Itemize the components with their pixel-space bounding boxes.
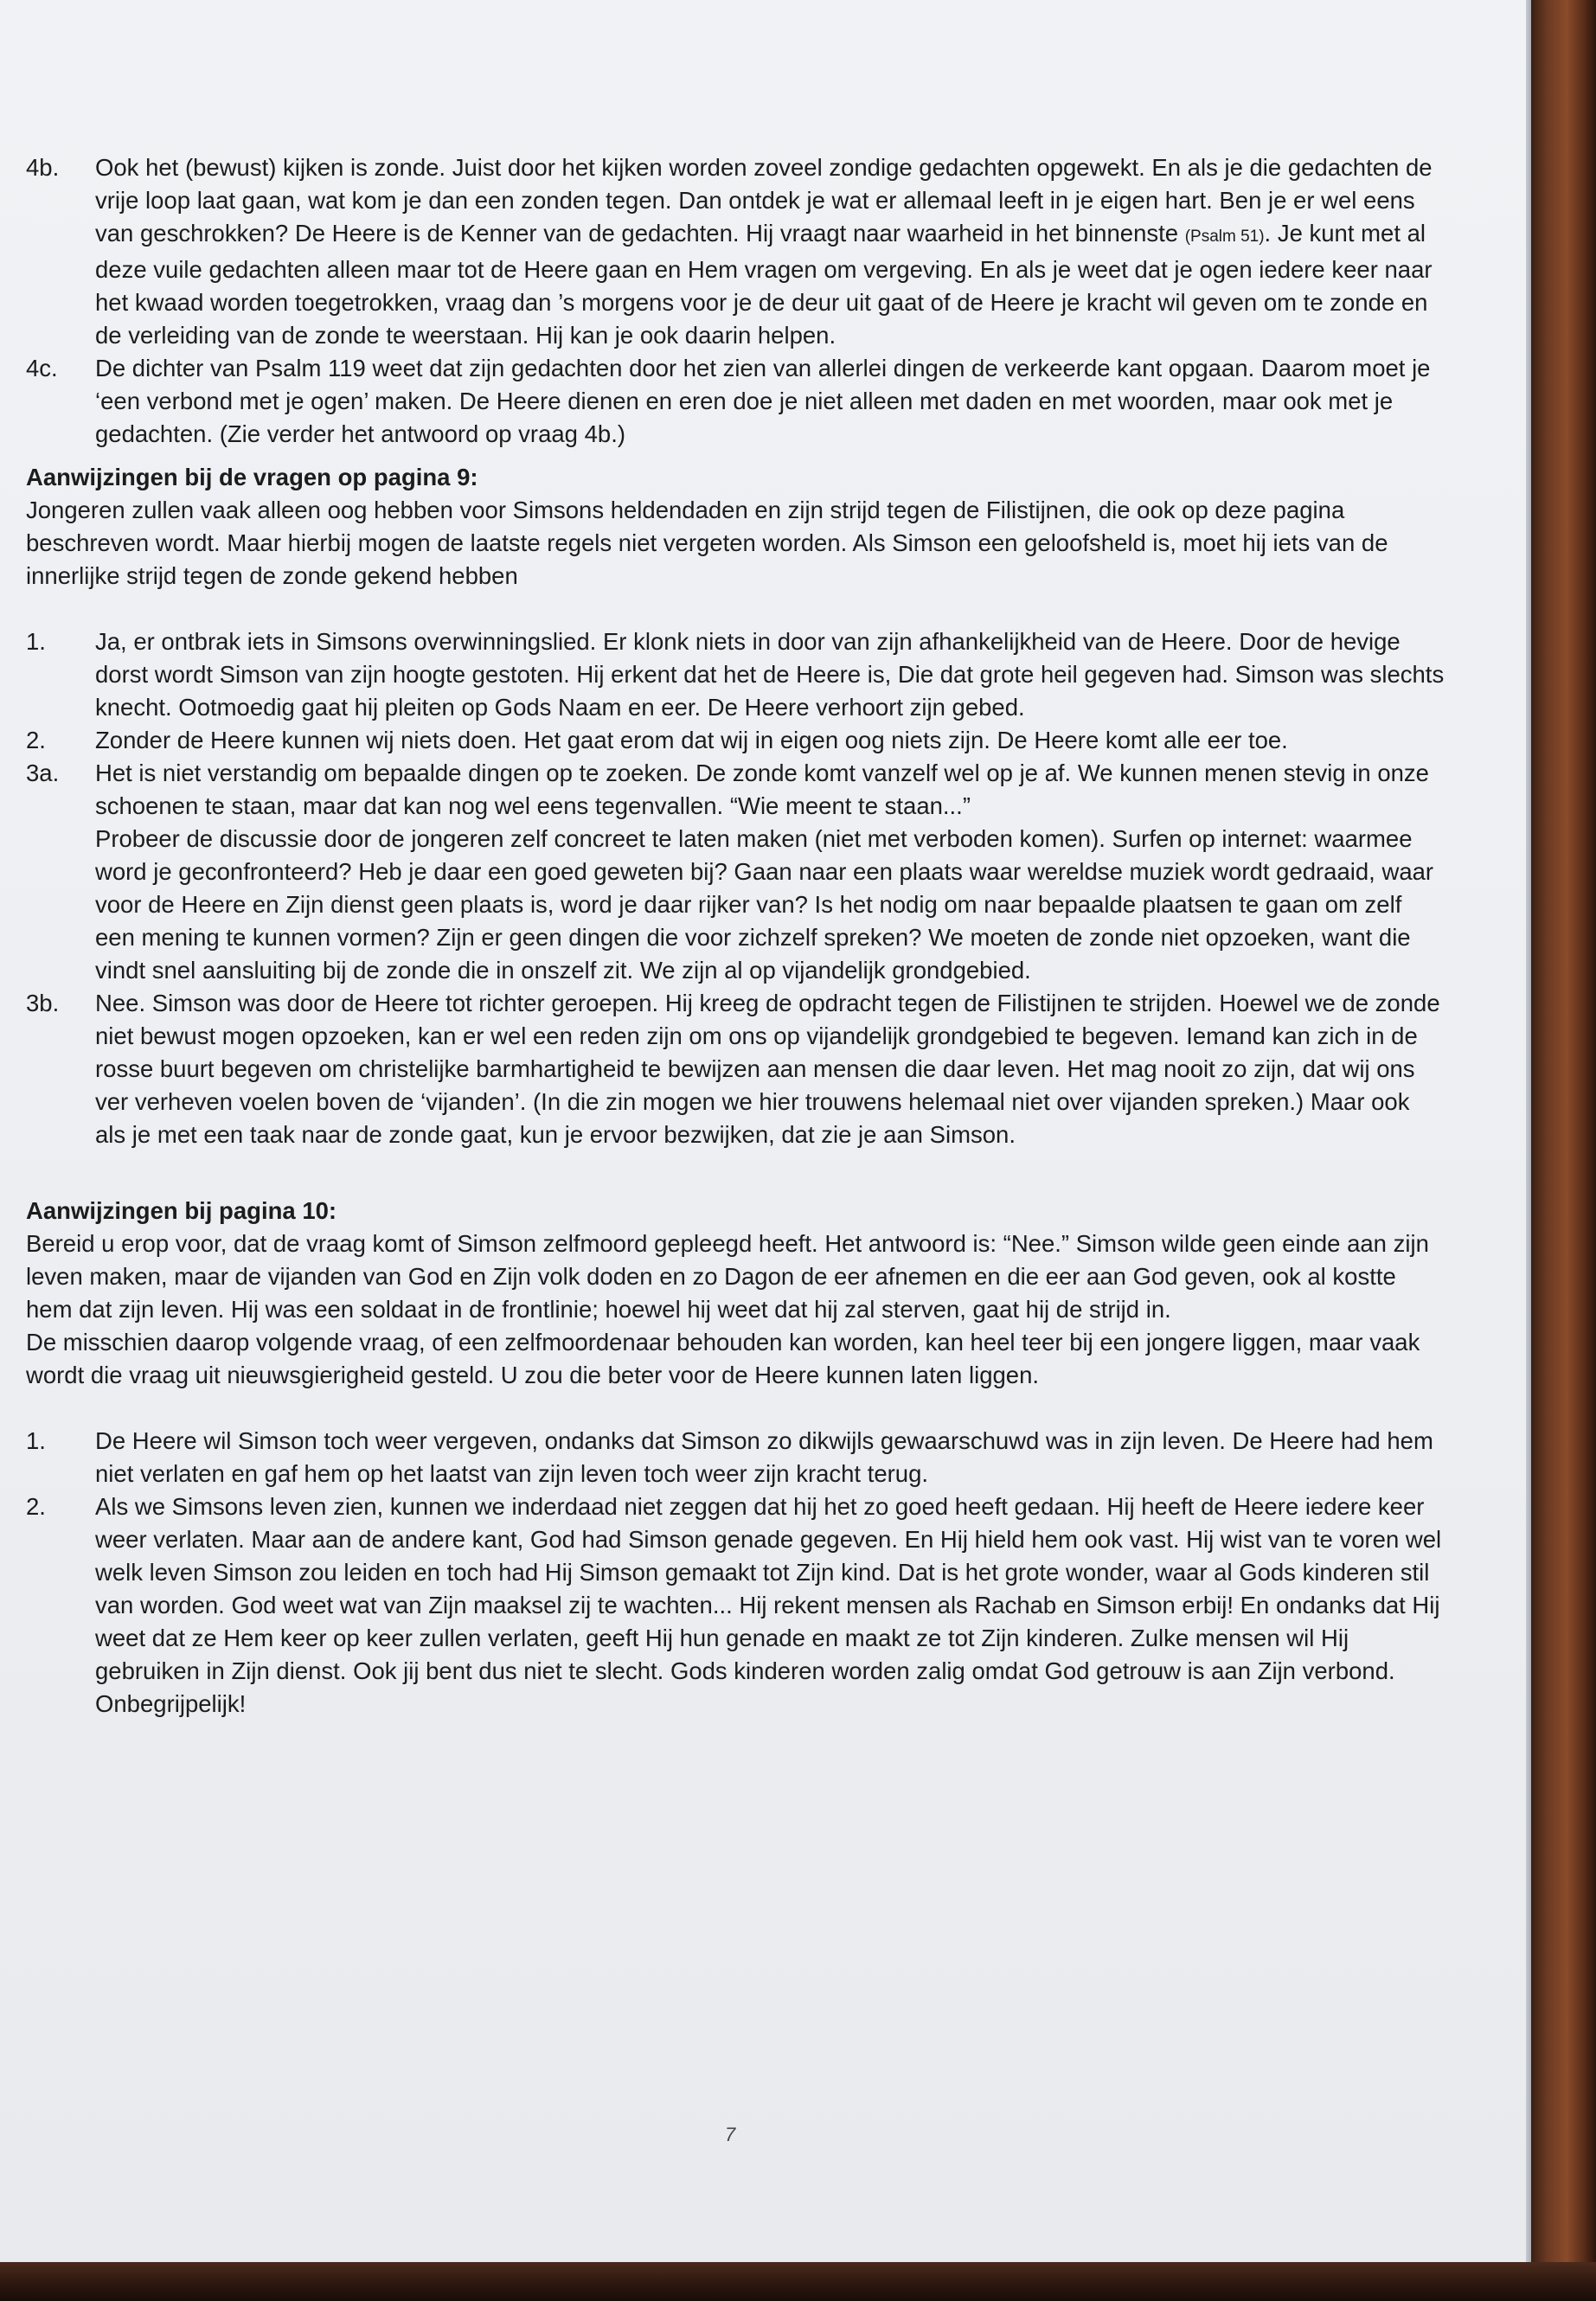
bottom-edge [0, 2262, 1596, 2301]
item-text-part: Ook het (bewust) kijken is zonde. Juist door het kijken worden zoveel zondige gedachten opgewekt. En als je die gedachten de vrije loop laat gaan, wat kom je dan een zonden tegen. Dan ontdek je wat er allemaal leeft in je eigen hart. Ben je er wel eens van geschrokken? De Heere is de Kenner van de gedachten. Hij vraagt naar waarheid in het binnenste [95, 154, 1433, 247]
section-heading: Aanwijzingen bij pagina 10: [26, 1197, 337, 1224]
spacer [26, 593, 1445, 625]
page-content [26, 151, 1445, 1721]
book-binding [1531, 0, 1596, 2301]
item-number: 1. [26, 1427, 46, 1454]
item-number: 2. [26, 727, 46, 753]
answer-3b [26, 987, 1445, 1151]
item-text-part: . Je kunt met al deze vuile gedachten alleen maar tot de Heere gaan en Hem vragen om vergeving. En als je weet dat je ogen iedere keer naar het kwaad worden toegetrokken, vraag dan ’s morgens voor je de deur uit gaat of de Heere je kracht wil geven om te zonde en de verleiding van de zonde te weerstaan. Hij kan je ook daarin helpen. [95, 220, 1433, 349]
item-number: 1. [26, 628, 46, 655]
item-text: De Heere wil Simson toch weer vergeven, ondanks dat Simson zo dikwijls gewaarschuwd was in zijn leven. De Heere had hem niet verlaten en gaf hem op het laatst van zijn leven toch weer zijn kracht terug. [95, 1427, 1433, 1487]
item-number: 3a. [26, 760, 60, 786]
section-intro-2: De misschien daarop volgende vraag, of een zelfmoordenaar behouden kan worden, kan heel teer bij een jongere liggen, maar vaak wordt die vraag uit nieuwsgierigheid gesteld. U zou die beter voor de Heere kunnen laten liggen. [26, 1329, 1420, 1388]
item-number: 3b. [26, 990, 60, 1016]
answer-1 [26, 1425, 1445, 1490]
item-text: Ja, er ontbrak iets in Simsons overwinningslied. Er klonk niets in door van zijn afhankelijkheid van de Heere. Door de hevige dorst wordt Simson van zijn hoogte gestoten. Hij erkent dat het de Heere is, Die dat grote heil gegeven had. Simson was slechts knecht. Ootmoedig gaat hij pleiten op Gods Naam en eer. De Heere verhoort zijn gebed. [95, 628, 1445, 721]
page-number: 7 [725, 2124, 736, 2145]
item-text [95, 757, 1445, 987]
spacer [26, 1151, 1445, 1184]
item-text [95, 151, 1445, 352]
psalm-reference: (Psalm 51) [1184, 228, 1265, 246]
answer-2 [26, 724, 1445, 757]
section-intro: Jongeren zullen vaak alleen oog hebben voor Simsons heldendaden en zijn strijd tegen de Filistijnen, die ook op deze pagina beschreven wordt. Maar hierbij mogen de laatste regels niet vergeten worden. Als Simson een geloofsheld is, moet hij iets van de innerlijke strijd tegen de zonde gekend hebben [26, 497, 1388, 589]
item-text-part: Het is niet verstandig om bepaalde dingen op te zoeken. De zonde komt vanzelf wel op je af. We kunnen menen stevig in onze schoenen te staan, maar dat kan nog wel eens tegenvallen. “Wie meent te staan...” [95, 760, 1429, 819]
item-number: 4b. [26, 154, 60, 181]
item-text: De dichter van Psalm 119 weet dat zijn gedachten door het zien van allerlei dingen de verkeerde kant opgaan. Daarom moet je ‘een verbond met je ogen’ maken. De Heere dienen en eren doe je niet alleen met daden en met woorden, maar ook met je gedachten. (Zie verder het antwoord op vraag 4b.) [95, 355, 1431, 447]
answer-2 [26, 1490, 1445, 1721]
spacer [26, 1392, 1445, 1425]
item-number: 4c. [26, 355, 58, 381]
section-intro: Bereid u erop voor, dat de vraag komt of Simson zelfmoord gepleegd heeft. Het antwoord is: “Nee.” Simson wilde geen einde aan zijn leven maken, maar de vijanden van God en Zijn volk doden en zo Dagon de eer afnemen en die eer aan God geven, ook al kostte hem dat zijn leven. Hij was een soldaat in de frontlinie; hoewel hij weet dat hij zal sterven, gaat hij de strijd in. [26, 1230, 1429, 1323]
item-text: Zonder de Heere kunnen wij niets doen. Het gaat erom dat wij in eigen oog niets zijn. De Heere komt alle eer toe. [95, 727, 1288, 753]
item-text: Als we Simsons leven zien, kunnen we inderdaad niet zeggen dat hij het zo goed heeft gedaan. Hij heeft de Heere iedere keer weer verlaten. Maar aan de andere kant, God had Simson genade gegeven. En Hij hield hem ook vast. Hij wist van te voren wel welk leven Simson zou leiden en toch had Hij Simson gemaakt tot Zijn kind. Dat is het grote wonder, waar al Gods kinderen stil van worden. God weet wat van Zijn maaksel zij te wachten... Hij rekent mensen als Rachab en Simson erbij! En ondanks dat Hij weet dat ze Hem keer op keer zullen verlaten, geeft Hij hun genade en maakt ze tot Zijn kinderen. Zulke mensen wil Hij gebruiken in Zijn dienst. Ook jij bent dus niet te slecht. Gods kinderen worden zalig omdat God getrouw is aan Zijn verbond. Onbegrijpelijk! [95, 1493, 1442, 1717]
answer-1 [26, 625, 1445, 724]
answer-3a [26, 757, 1445, 987]
item-text: Nee. Simson was door de Heere tot richter geroepen. Hij kreeg de opdracht tegen de Filistijnen te strijden. Hoewel we de zonde niet bewust mogen opzoeken, kan er wel een reden zijn om ons op vijandelijk grondgebied te begeven. Iemand kan zich in de rosse buurt begeven om christelijke barmhartigheid te bewijzen aan mensen die daar leven. Het mag nooit zo zijn, dat wij ons ver verheven voelen boven de ‘vijanden’. (In die zin mogen we hier trouwens helemaal niet over vijanden spreken.) Maar ook als je met een taak naar de zonde gaat, kun je ervoor bezwijken, dat zie je aan Simson. [95, 990, 1440, 1148]
item-number: 2. [26, 1493, 46, 1520]
item-text-part: Probeer de discussie door de jongeren zelf concreet te laten maken (niet met verboden komen). Surfen op internet: waarmee word je geconfronteerd? Heb je daar een goed geweten bij? Gaan naar een plaats waar wereldse muziek wordt gedraaid, waar voor de Heere en Zijn dienst geen plaats is, word je daar rijker van? Is het nodig om naar bepaalde plaatsen te gaan om zelf een mening te kunnen vormen? Zijn er geen dingen die voor zichzelf spreken? We moeten de zonde niet opzoeken, want die vindt snel aansluiting bij de zonde die in onszelf zit. We zijn al op vijandelijk grondgebied. [95, 825, 1434, 984]
section-heading: Aanwijzingen bij de vragen op pagina 9: [26, 464, 478, 490]
answer-4c [26, 352, 1445, 451]
answer-4b [26, 151, 1445, 352]
